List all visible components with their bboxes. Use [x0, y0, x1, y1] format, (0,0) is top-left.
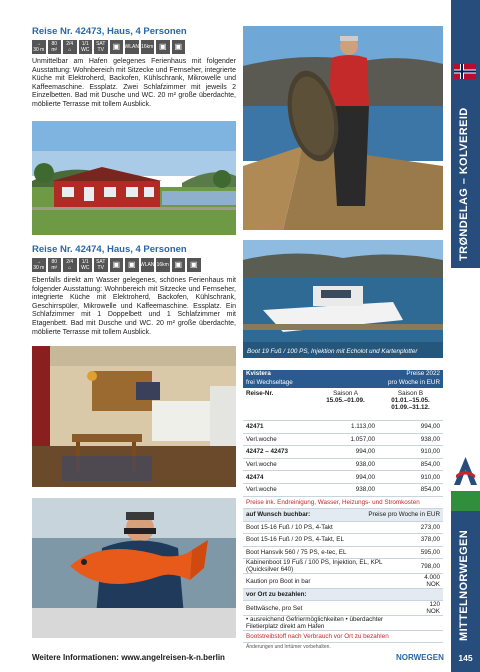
amenity-distance-30m-icon [32, 40, 46, 54]
table-row [243, 559, 443, 574]
cell-label: Boot 15-16 Fuß / 20 PS, 4-Takt, EL [243, 534, 408, 547]
saison-b-dates-2: 01.09.–31.12. [391, 404, 430, 411]
amenity-bottom-text: WLAN [140, 261, 155, 268]
listing2-icon-row [32, 258, 201, 272]
amenity-shop-16km-icon [141, 40, 155, 54]
sidebar-region-top [451, 0, 480, 268]
cell-price: 595,00 [408, 546, 443, 559]
amenity-bottom-text: ⌂ [68, 264, 72, 271]
saison-a-dates: 15.05.–01.09. [326, 397, 365, 404]
fuel-note: Bootstreibstoff nach Verbrauch vor Ort zu bezahlen [243, 631, 443, 643]
cell-a: 938,00 [313, 458, 378, 471]
saison-b-dates-1: 01.01.–15.05. [391, 397, 430, 404]
table-row [243, 471, 443, 484]
amenity-bottom-text: TV [97, 264, 104, 271]
price-unit: pro Woche in EUR [387, 378, 440, 386]
halibut-photo [243, 26, 443, 230]
table-row [243, 546, 443, 559]
bookable-table [243, 522, 443, 590]
bookable-price-header: Preise pro Woche in EUR [368, 511, 440, 519]
cell-b: 854,00 [378, 458, 443, 471]
interior-photo [32, 346, 236, 487]
table-row [243, 574, 443, 589]
cell-price: 798,00 [408, 559, 443, 574]
cell-label: 42471 [243, 421, 313, 434]
bookable-rows [243, 522, 443, 589]
bookable-header [243, 509, 443, 522]
cell-price: 120 NOK [415, 601, 443, 616]
footer-more-info: Weitere Informationen: www.angelreisen-k-n.berlin [32, 653, 225, 662]
amenity-top-text: 1/1 [81, 258, 89, 265]
amenity-bottom-text: m² [51, 46, 58, 53]
amenity-bottom-text: 16km [141, 43, 154, 50]
cell-b: 854,00 [378, 483, 443, 496]
saison-a-label: Saison A [333, 390, 358, 397]
amenity-top-text: ▣ [112, 259, 121, 269]
sidebar-region-bottom [451, 511, 480, 644]
changeover-note: frei Wechseltage [246, 378, 293, 386]
amenity-pets-icon [172, 40, 186, 54]
region-top-label: TRØNDELAG – KOLVEREID [458, 107, 470, 261]
cell-label: Boot Hansvik 560 / 75 PS, e-tec, EL [243, 546, 408, 559]
cell-price: 273,00 [408, 522, 443, 534]
listing1-icon-row [32, 40, 185, 54]
table-row [243, 421, 443, 434]
table-row [243, 601, 443, 616]
redfish-photo [32, 498, 236, 638]
boat-photo [243, 240, 443, 358]
col-saison-b [378, 388, 443, 421]
amenity-bottom-text: 16km [156, 261, 169, 268]
amenity-bath-1-1-icon [79, 40, 93, 54]
amenity-top-text: ▣ [174, 259, 183, 269]
amenity-top-text: ▣ [112, 41, 121, 51]
amenity-sat-tv-icon [94, 40, 108, 54]
bookable-title: auf Wunsch buchbar: [246, 511, 311, 519]
cell-price: 378,00 [408, 534, 443, 547]
cell-a: 994,00 [313, 471, 378, 484]
cell-a: 1.057,00 [313, 433, 378, 446]
table-row [243, 458, 443, 471]
onsite-header: vor Ort zu bezahlen: [243, 589, 443, 601]
amenity-bottom-text: WLAN [124, 43, 139, 50]
amenity-area-80-icon [48, 258, 62, 272]
location-name: Kvistera [246, 370, 271, 377]
table-row [243, 534, 443, 547]
cell-label: Bettwäsche, pro Set [243, 601, 415, 616]
amenity-shop-16km-icon [156, 258, 170, 272]
cell-label: 42474 [243, 471, 313, 484]
boat-photo-caption: Boot 19 Fuß / 100 PS, Injektion mit Echolot und Kartenplotter [247, 348, 418, 355]
onsite-table [243, 601, 443, 631]
cell-label: Boot 15-16 Fuß / 10 PS, 4-Takt [243, 522, 408, 534]
season-header-row [243, 388, 443, 421]
amenity-washer-icon [125, 258, 139, 272]
table-row [243, 616, 443, 631]
listing2-title: Reise Nr. 42474, Haus, 4 Personen [32, 244, 187, 255]
table-row [243, 446, 443, 459]
changes-note: Änderungen und Irrtümer vorbehalten. [246, 644, 331, 651]
col-reise: Reise-Nr. [243, 388, 313, 421]
onsite-rows [243, 601, 443, 631]
season-rows [243, 421, 443, 497]
cell-price [415, 616, 443, 631]
price-table [243, 370, 443, 651]
amenity-top-text: 80 [51, 258, 58, 265]
amenity-top-text: SAT [96, 258, 106, 265]
amenity-top-text: ▣ [127, 259, 136, 269]
amenity-wifi-icon [141, 258, 155, 272]
amenity-area-80-icon [48, 40, 62, 54]
cell-label: Kaution pro Boot in bar [243, 574, 408, 589]
amenity-bottom-text: WC [81, 264, 90, 271]
listing2-description: Ebenfalls direkt am Wasser gelegenes, schönes Ferienhaus mit folgender Ausstattung: Wohnbereich mit Sitzecke und Fernseher, integrierte Küche mit Elektroherd, Backofen, Kühlschrank, Geschirrspüler, Mikrowelle und Kaffeemaschine. Essplatz. Ein Schlafzimmer mit 1 Doppelbett und 1 Schlafzimmer mit Etagenbett. Bad mit Dusche und WC. 20 m² große überdachte, möblierte Terrasse mit tollem Ausblick. [32, 277, 236, 336]
listing1-title: Reise Nr. 42473, Haus, 4 Personen [32, 26, 187, 37]
inclusive-note: Preise ink. Endreinigung, Wasser, Heizungs- und Stromkosten [243, 497, 443, 509]
amenity-bottom-text: ⌂ [68, 46, 72, 53]
amenity-rooms-2-4-icon [63, 40, 77, 54]
amenity-bottom-text: TV [97, 46, 104, 53]
cell-price: 4.000 NOK [408, 574, 443, 589]
cell-label: Verl.woche [243, 458, 313, 471]
amenity-distance-30m-icon [32, 258, 46, 272]
saison-b-label: Saison B [397, 390, 424, 397]
table-row [243, 433, 443, 446]
listing1-description: Unmittelbar am Hafen gelegenes Ferienhaus mit folgender Ausstattung: Wohnbereich mit Sitzecke und Fernseher, integrierte Küche mit Elektroherd, Backofen, Kühlschrank, Mikrowelle und Kaffeemaschine. Essplatz. Zwei Schlafzimmer mit jeweils 2 Einzelbetten. Bad mit Dusche und WC. 20 m² große überdachte, möblierte Terrasse mit tollem Ausblick. [32, 58, 236, 108]
amenity-top-text: → [36, 40, 42, 47]
footer-country: NORWEGEN [396, 653, 444, 662]
col-saison-a [313, 388, 378, 421]
amenity-bath-1-1-icon [79, 258, 93, 272]
amenity-top-text: ▣ [189, 259, 198, 269]
amenity-bottom-text: WC [81, 46, 90, 53]
amenity-kitchen-icon [110, 40, 124, 54]
cell-b: 994,00 [378, 421, 443, 434]
amenity-kitchen-icon [110, 258, 124, 272]
amenity-sat-tv-icon [94, 258, 108, 272]
price-header-left [246, 370, 293, 388]
amenity-top-text: 2/4 [66, 258, 74, 265]
house-photo [32, 121, 236, 235]
green-band [451, 491, 480, 511]
amenity-top-text: ▣ [174, 41, 183, 51]
agency-logo [451, 455, 480, 489]
cell-label: 42472 – 42473 [243, 446, 313, 459]
cell-a: 938,00 [313, 483, 378, 496]
price-header-right [388, 370, 440, 388]
amenity-top-text: 1/1 [81, 40, 89, 47]
amenity-bottom-text: m² [51, 264, 58, 271]
price-table-header [243, 370, 443, 388]
cell-b: 938,00 [378, 433, 443, 446]
table-row [243, 522, 443, 534]
cell-b: 910,00 [378, 471, 443, 484]
amenity-rooms-2-4-icon [63, 258, 77, 272]
amenity-bottom-text: 30 m [33, 46, 45, 53]
page-number: 145 [458, 653, 473, 663]
cell-label: Kabinenboot 19 Fuß / 100 PS, Injektion, EL, KPL (Quicksilver 640) [243, 559, 408, 574]
season-price-table [243, 388, 443, 497]
amenity-bottom-text: 30 m [33, 264, 45, 271]
amenity-wifi-icon [125, 40, 139, 54]
amenity-top-text: 80 [51, 40, 58, 47]
region-bottom-label: MITTELNORWEGEN [458, 529, 470, 641]
amenity-no-smoking-icon [156, 40, 170, 54]
cell-label: • ausreichend Gefriermöglichkeiten • überdachter Filetierplatz direkt am Hafen [243, 616, 415, 631]
amenity-top-text: 2/4 [66, 40, 74, 47]
cell-a: 1.113,00 [313, 421, 378, 434]
page-number-box [451, 644, 480, 672]
amenity-top-text: → [36, 258, 42, 265]
amenity-pets-icon [187, 258, 201, 272]
cell-a: 994,00 [313, 446, 378, 459]
amenity-top-text: SAT [96, 40, 106, 47]
cell-label: Verl.woche [243, 483, 313, 496]
cell-label: Verl.woche [243, 433, 313, 446]
price-year: Preise 2022 [406, 370, 440, 377]
table-row [243, 483, 443, 496]
cell-b: 910,00 [378, 446, 443, 459]
amenity-no-smoking-icon [172, 258, 186, 272]
norway-flag [454, 64, 476, 79]
amenity-top-text: ▣ [158, 41, 167, 51]
